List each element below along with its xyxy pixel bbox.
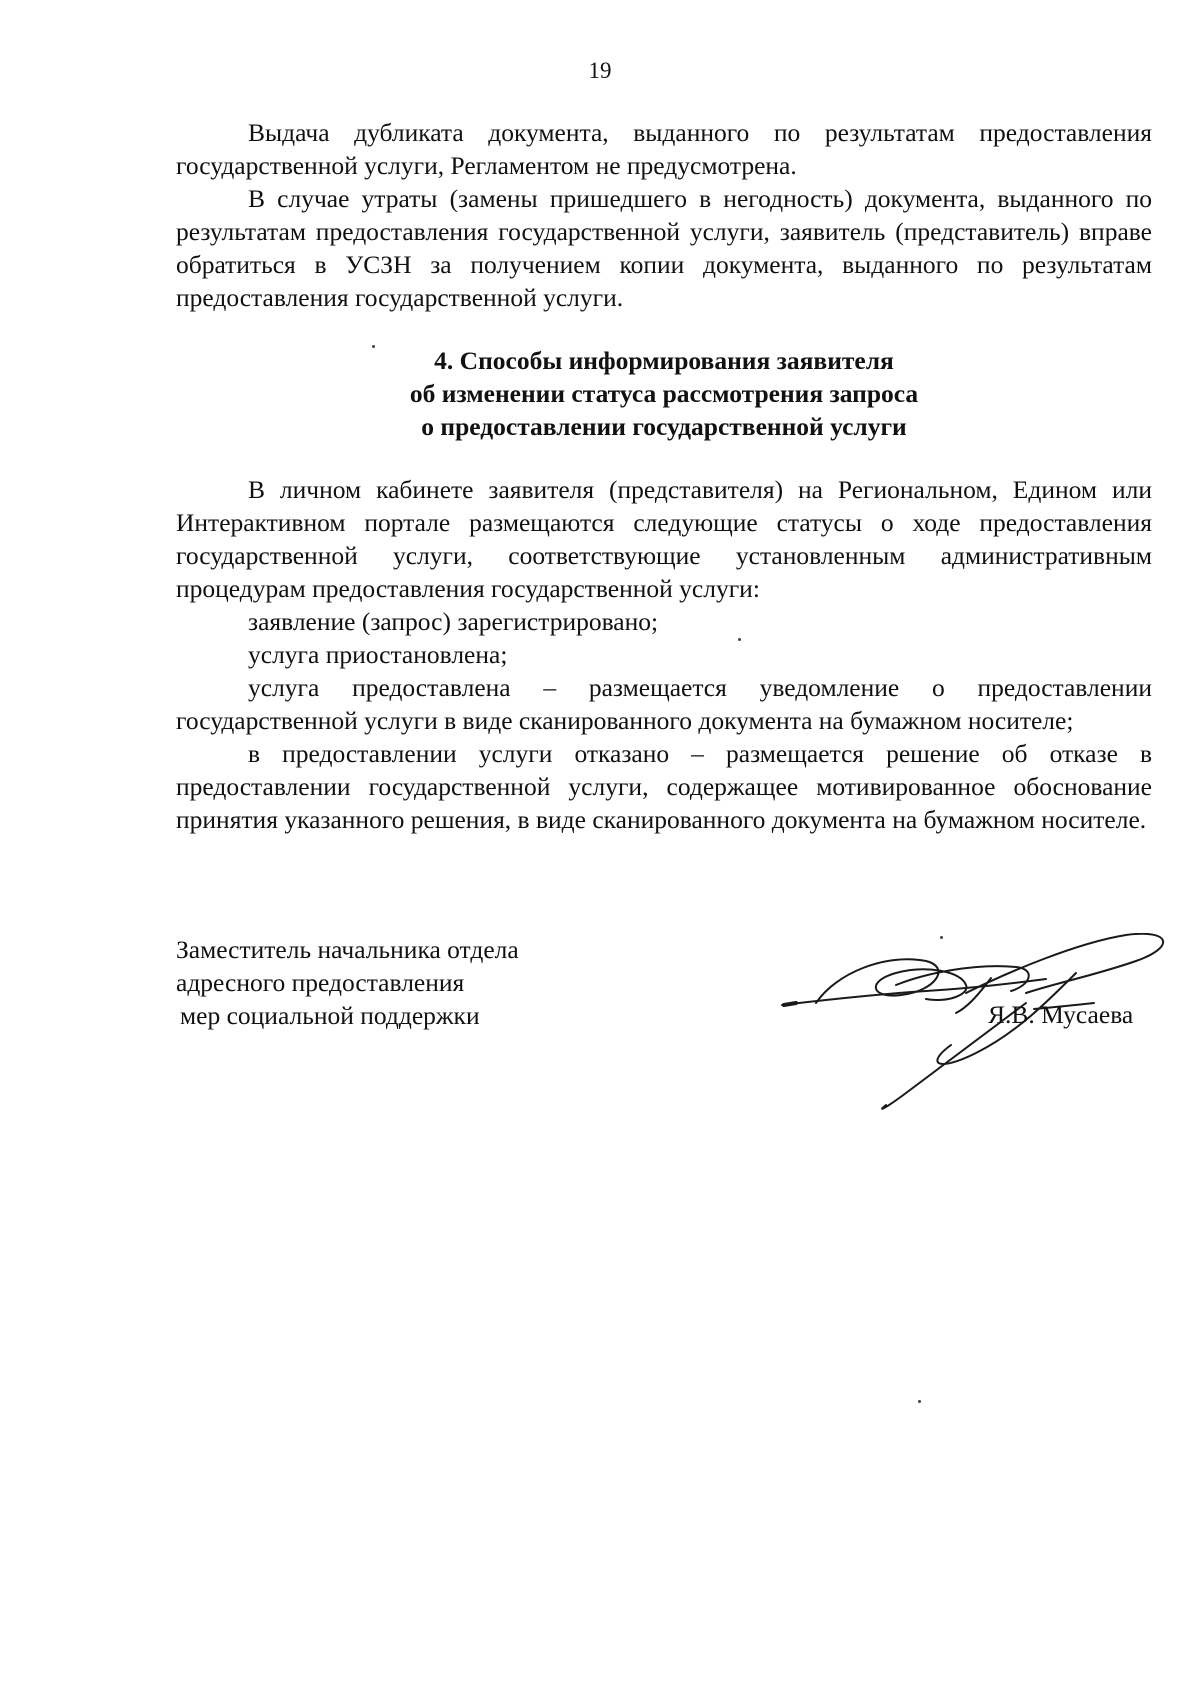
status-item: в предоставлении услуги отказано – размещается решение об отказе в предоставлении государственной услуги, содержащее мотивированное обоснование принятия указанного решения, в виде сканированного документа на бумажном носителе. <box>176 739 1152 834</box>
status-item: услуга предоставлена – размещается уведомление о предоставлении государственной услуги в виде сканированного документа на бумажном носителе; <box>176 673 1152 735</box>
handwritten-signature <box>776 933 1200 1133</box>
status-item: услуга приостановлена; <box>248 640 508 669</box>
position-line: мер социальной поддержки <box>180 1001 480 1030</box>
status-item: заявление (запрос) зарегистрировано; <box>248 607 659 636</box>
section-heading <box>176 344 1152 443</box>
scan-speck <box>738 638 741 641</box>
paragraph-statuses-intro: В личном кабинете заявителя (представителя) на Региональном, Едином или Интерактивном портале размещаются следующие статусы о ходе предоставления государственной услуги, соответствующие установленным административным процедурам предоставления государственной услуги: <box>176 475 1152 603</box>
signatory-position <box>176 933 596 1032</box>
document-body <box>176 116 1152 836</box>
section-heading-line: об изменении статуса рассмотрения запроса <box>409 379 919 408</box>
scan-speck <box>918 1400 921 1403</box>
section-heading-line: 4. Способы информирования заявителя <box>434 346 894 375</box>
paragraph-duplicate: Выдача дубликата документа, выданного по результатам предоставления государственной услуги, Регламентом не предусмотрена. <box>176 118 1152 180</box>
signatory-name: Я.В. Мусаева <box>988 1000 1134 1029</box>
page-number: 19 <box>588 58 612 83</box>
scan-speck <box>372 345 375 348</box>
position-line: Заместитель начальника отдела <box>176 935 519 964</box>
scan-speck <box>940 936 943 939</box>
position-line: адресного предоставления <box>176 968 465 997</box>
section-heading-line: о предоставлении государственной услуги <box>421 412 907 441</box>
paragraph-loss: В случае утраты (замены пришедшего в негодность) документа, выданного по результатам предоставления государственной услуги, заявитель (представитель) вправе обратиться в УСЗН за получением копии документа, выданного по результатам предоставления государственной услуги. <box>176 184 1152 312</box>
signature-block <box>176 933 1152 1133</box>
